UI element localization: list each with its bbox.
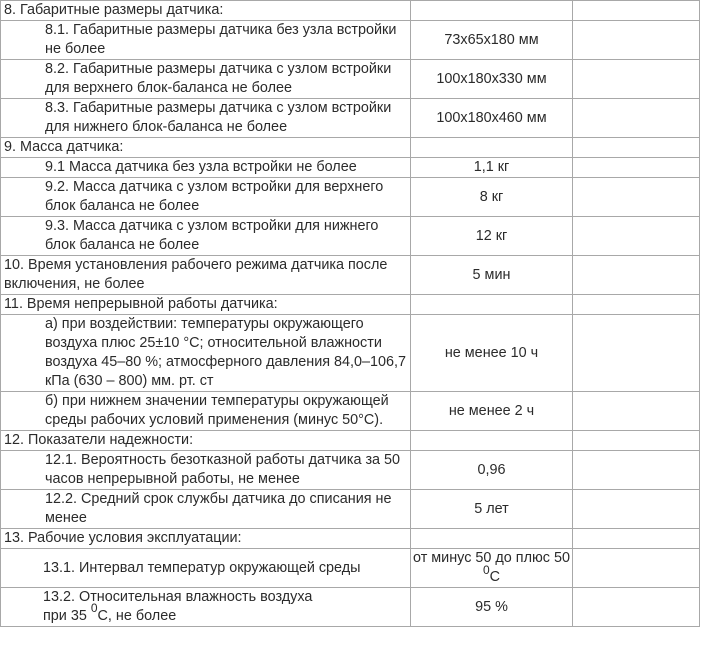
description-suffix: С, не более (97, 608, 177, 624)
empty-cell (573, 490, 700, 529)
value-range: от минус 50 до плюс 50 (413, 550, 570, 566)
empty-cell (411, 431, 573, 451)
spec-description: 9.3. Масса датчика с узлом встройки для нижнего блок баланса не более (1, 217, 411, 256)
spec-value (411, 549, 573, 588)
spec-value: 12 кг (411, 217, 573, 256)
section-heading-operating-time: 11. Время непрерывной работы датчика: (1, 295, 411, 315)
spec-value: 1,1 кг (411, 158, 573, 178)
section-heading-dimensions: 8. Габаритные размеры датчика: (1, 1, 411, 21)
spec-value: 5 мин (411, 256, 573, 295)
table-row (1, 1, 700, 21)
spec-value: не менее 2 ч (411, 392, 573, 431)
empty-cell (573, 138, 700, 158)
value-unit: С (489, 569, 501, 585)
empty-cell (573, 217, 700, 256)
empty-cell (573, 529, 700, 549)
spec-description: 8.3. Габаритные размеры датчика с узлом встройки для нижнего блок-баланса не более (1, 99, 411, 138)
spec-description: 12.2. Средний срок службы датчика до списания не менее (1, 490, 411, 529)
empty-cell (573, 99, 700, 138)
empty-cell (573, 60, 700, 99)
table-row (1, 549, 700, 588)
empty-cell (573, 256, 700, 295)
section-heading-reliability: 12. Показатели надежности: (1, 431, 411, 451)
spec-value: 95 % (411, 588, 573, 627)
section-heading-operating-conditions: 13. Рабочие условия эксплуатации: (1, 529, 411, 549)
empty-cell (573, 21, 700, 60)
spec-value: 100х180х330 мм (411, 60, 573, 99)
table-row (1, 21, 700, 60)
empty-cell (573, 158, 700, 178)
spec-value: 100х180х460 мм (411, 99, 573, 138)
empty-cell (411, 295, 573, 315)
empty-cell (411, 138, 573, 158)
empty-cell (573, 431, 700, 451)
spec-description-warmup-time: 10. Время установления рабочего режима датчика после включения, не более (1, 256, 411, 295)
empty-cell (411, 529, 573, 549)
description-line: 13.2. Относительная влажность воздуха (43, 589, 313, 605)
table-row (1, 529, 700, 549)
table-row (1, 60, 700, 99)
table-row (1, 431, 700, 451)
spec-description: 8.2. Габаритные размеры датчика с узлом встройки для верхнего блок-баланса не более (1, 60, 411, 99)
table-row (1, 490, 700, 529)
description-prefix: при 35 (43, 608, 87, 624)
section-heading-mass: 9. Масса датчика: (1, 138, 411, 158)
empty-cell (573, 178, 700, 217)
spec-value: не менее 10 ч (411, 315, 573, 392)
spec-description: 12.1. Вероятность безотказной работы датчика за 50 часов непрерывной работы, не менее (1, 451, 411, 490)
table-row (1, 392, 700, 431)
spec-value: 8 кг (411, 178, 573, 217)
spec-description: 9.2. Масса датчика с узлом встройки для верхнего блок баланса не более (1, 178, 411, 217)
empty-cell (573, 1, 700, 21)
table-row (1, 99, 700, 138)
table-row (1, 178, 700, 217)
table-row (1, 138, 700, 158)
empty-cell (573, 451, 700, 490)
spec-description: а) при воздействии: температуры окружающего воздуха плюс 25±10 °С; относительной влажности воздуха 45–80 %; атмосферного давления 84,0–106,7 кПа (630 – 800) мм. рт. ст (1, 315, 411, 392)
degree-superscript: 0 (482, 563, 490, 577)
empty-cell (573, 295, 700, 315)
spec-value: 0,96 (411, 451, 573, 490)
empty-cell (573, 392, 700, 431)
table-row (1, 295, 700, 315)
table-row (1, 588, 700, 627)
table-row (1, 256, 700, 295)
spec-value: 73х65х180 мм (411, 21, 573, 60)
spec-description: 8.1. Габаритные размеры датчика без узла встройки не более (1, 21, 411, 60)
table-row (1, 315, 700, 392)
spec-description (1, 588, 411, 627)
table-row (1, 217, 700, 256)
empty-cell (411, 1, 573, 21)
empty-cell (573, 315, 700, 392)
degree-superscript: 0 (90, 601, 98, 615)
spec-description: 13.1. Интервал температур окружающей среды (1, 549, 411, 588)
spec-description: б) при нижнем значении температуры окружающей среды рабочих условий применения (минус 50°С). (1, 392, 411, 431)
empty-cell (573, 588, 700, 627)
empty-cell (573, 549, 700, 588)
spec-description: 9.1 Масса датчика без узла встройки не более (1, 158, 411, 178)
table-row (1, 158, 700, 178)
table-row (1, 451, 700, 490)
spec-value: 5 лет (411, 490, 573, 529)
